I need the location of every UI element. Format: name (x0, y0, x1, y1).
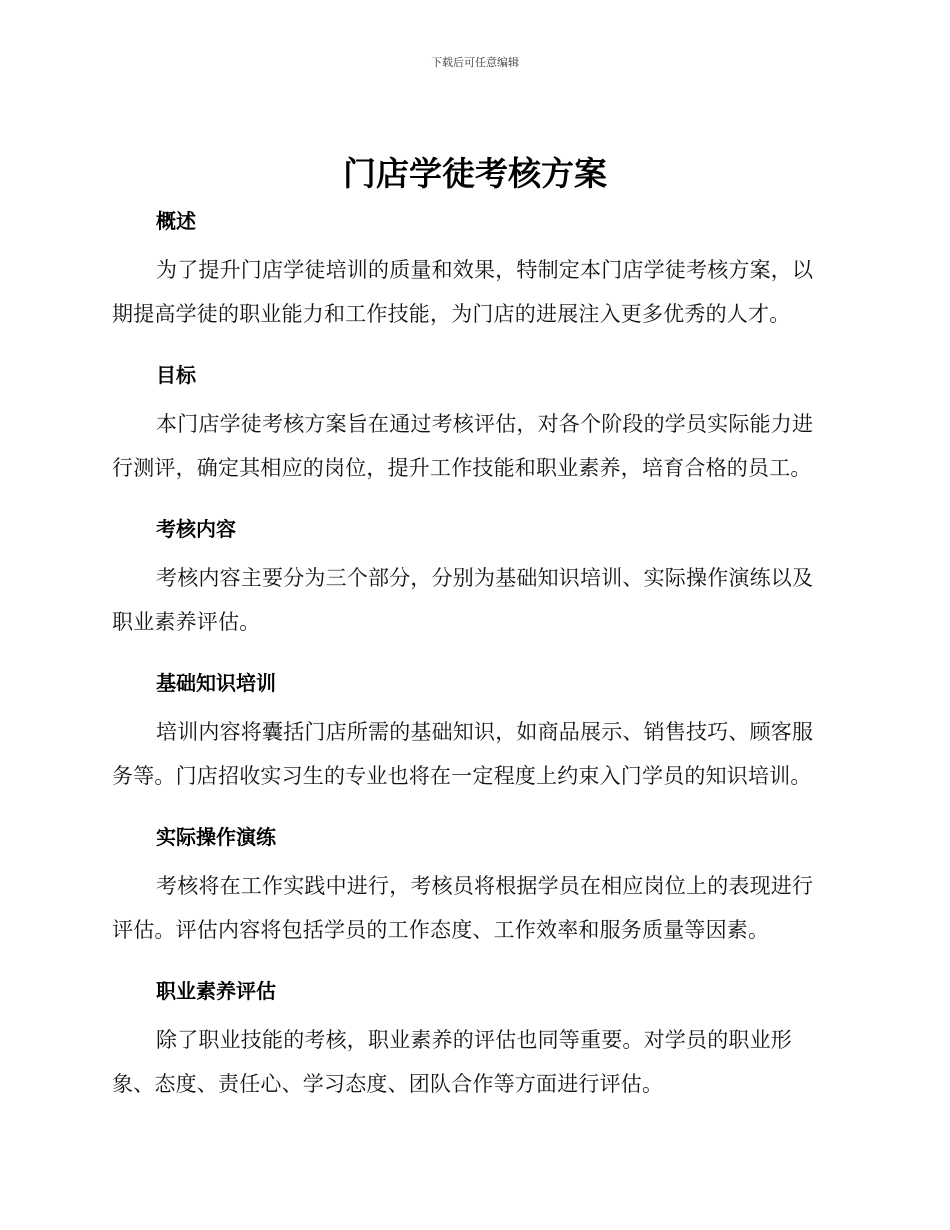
section-paragraph: 本门店学徒考核方案旨在通过考核评估，对各个阶段的学员实际能力进行测评，确定其相应的岗位，提升工作技能和职业素养，培育合格的员工。 (112, 412, 814, 480)
section-paragraph: 考核将在工作实践中进行，考核员将根据学员在相应岗位上的表现进行评估。评估内容将包括学员的工作态度、工作效率和服务质量等因素。 (112, 874, 814, 942)
section-heading: 职业素养评估 (156, 979, 276, 1003)
section-heading: 概述 (156, 209, 196, 233)
section-basic-knowledge (112, 664, 832, 798)
header-note: 下载后可任意编辑 (431, 56, 519, 69)
section-paragraph: 培训内容将囊括门店所需的基础知识，如商品展示、销售技巧、顾客服务等。门店招收实习生的专业也将在一定程度上约束入门学员的知识培训。 (112, 720, 814, 788)
section-paragraph: 除了职业技能的考核，职业素养的评估也同等重要。对学员的职业形象、态度、责任心、学习态度、团队合作等方面进行评估。 (112, 1028, 792, 1096)
section-heading: 基础知识培训 (156, 671, 276, 695)
section-heading: 目标 (156, 363, 196, 387)
section-heading: 考核内容 (156, 517, 236, 541)
section-goal (112, 356, 832, 490)
section-overview (112, 202, 832, 336)
section-professional-quality (112, 972, 832, 1106)
section-paragraph: 为了提升门店学徒培训的质量和效果，特制定本门店学徒考核方案，以期提高学徒的职业能力和工作技能，为门店的进展注入更多优秀的人才。 (112, 258, 814, 326)
section-paragraph: 考核内容主要分为三个部分，分别为基础知识培训、实际操作演练以及职业素养评估。 (112, 566, 814, 634)
section-assessment-content (112, 510, 832, 644)
document-content (112, 202, 832, 1126)
document-title: 门店学徒考核方案 (343, 154, 607, 193)
section-heading: 实际操作演练 (156, 825, 276, 849)
section-practical-drill (112, 818, 832, 952)
